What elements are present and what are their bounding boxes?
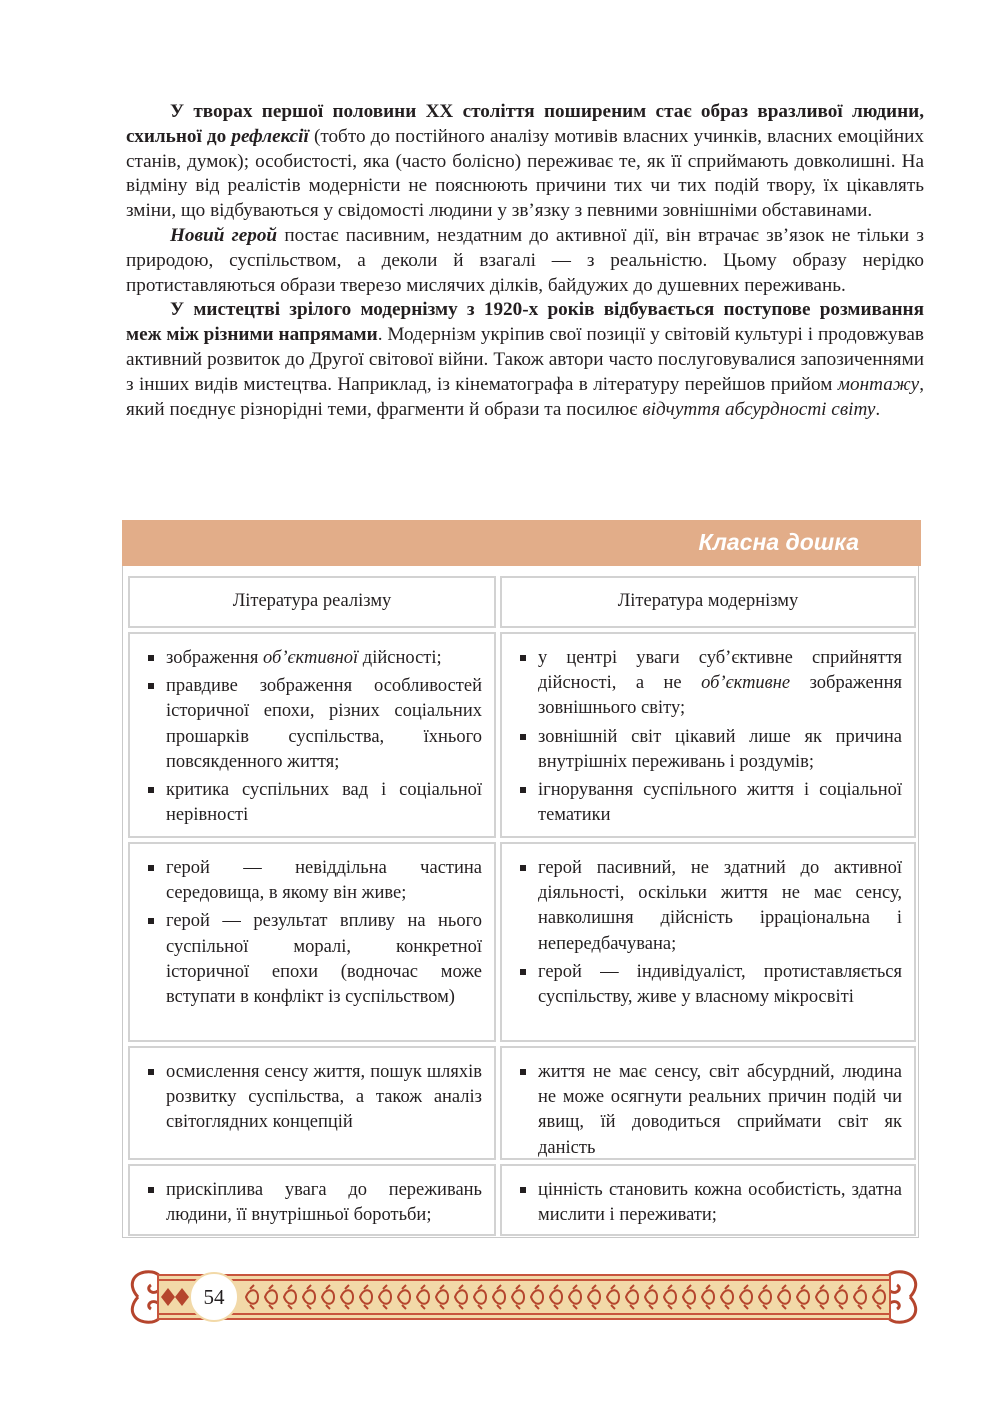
list-item: ігнорування суспільного життя і соціальної тематики (514, 778, 902, 828)
realism-cell-3 (128, 1046, 496, 1160)
page-number: 54 (203, 1285, 225, 1309)
p3-bold: У мистецтві зрілого модернізму з 1920-х років відбувається поступове розмивання меж між різними напрямами (126, 299, 924, 346)
footer-ornament (124, 1266, 924, 1328)
realism-cell-2 (128, 842, 496, 1042)
list-item: життя не має сенсу, світ абсурдний, людина не може осягнути реальних причин подій чи явищ, їй доводиться сприймати світ як даність (514, 1060, 902, 1161)
p3-end: . (875, 398, 881, 420)
main-text (126, 100, 924, 422)
paragraph-3 (126, 298, 924, 422)
list-item: у центрі уваги суб’єктивне сприйняття дійсності, а не об’єктивне зображення зовнішнього світу; (514, 646, 902, 722)
modernism-cell-1 (500, 632, 916, 838)
header-realism: Література реалізму (128, 576, 496, 628)
list-item: правдиве зображення особливостей історичної епохи, різних соціальних прошарків суспільства, їхнього повсякденного життя; (142, 674, 482, 775)
list-item: герой — результат впливу на нього суспільної моралі, конкретної історичної епохи (водночас може вступати в конфлікт із суспільством) (142, 909, 482, 1010)
p3-mid1: . Модернізм укріпив свої позиції у світовій культурі і продовжував активний розвиток до Другої світової війни. Також автори часто послуговувалися запозиченнями з інших видів мистецтва. Наприклад, із кінематографа в літературу перейшов прийом (126, 324, 924, 395)
paragraph-2 (126, 224, 924, 298)
list-item: критика суспільних вад і соціальної нерівності (142, 778, 482, 828)
p1-rest: (тобто до постійного аналізу мотивів власних учинків, власних емоційних станів, думок); особистості, яка (часто болісно) переживає те, як її сприймають довколишні. На відміну від реалістів модерністи не пояснюють причини тих чи тих подій твору, їх цікавлять зміни, що відбуваються у свідомості людини у зв’язку з певними зовнішніми обставинами. (126, 125, 924, 222)
ornament-band (124, 1266, 924, 1328)
list-item: зображення об’єктивної дійсності; (142, 646, 482, 671)
p3-mid2: , який поєднує різнорідні теми, фрагменти й образи та посилює (126, 373, 924, 420)
p1-bold: У творах першої половини ХХ століття поширеним стає образ вразливої людини, схильної до (126, 101, 924, 147)
realism-cell-1 (128, 632, 496, 838)
list-item: герой — невіддільна частина середовища, в якому він живе; (142, 856, 482, 906)
modernism-cell-4 (500, 1164, 916, 1236)
list-item: цінність становить кожна особистість, здатна мислити і переживати; (514, 1178, 902, 1228)
list-item: осмислення сенсу життя, пошук шляхів розвитку суспільства, а також аналіз світоглядних концепцій (142, 1060, 482, 1136)
modernism-cell-3 (500, 1046, 916, 1160)
realism-cell-4 (128, 1164, 496, 1236)
p3-term-montage: монтажу (837, 373, 920, 395)
list-item: зовнішній світ цікавий лише як причина внутрішніх переживань і роздумів; (514, 725, 902, 775)
header-modernism: Література модернізму (500, 576, 916, 628)
p1-term-reflexia: рефлексії (231, 125, 309, 147)
p3-term-absurd: відчуття абсурдності світу (642, 398, 876, 420)
list-item: герой пасивний, не здатний до активної діяльності, оскільки життя не має сенсу, навколишня дійсність ірраціональна і непередбачувана; (514, 856, 902, 957)
board-header (122, 520, 921, 566)
board-title: Класна дошка (698, 529, 859, 555)
list-item: прискіплива увага до переживань людини, її внутрішньої боротьби; (142, 1178, 482, 1228)
paragraph-1 (126, 100, 924, 224)
modernism-cell-2 (500, 842, 916, 1042)
p2-term-new-hero: Новий герой (170, 224, 278, 246)
p2-rest: постає пасивним, нездатним до активної дії, він втрачає зв’язок не тільки з природою, суспільством, а деколи й взагалі — з реальністю. Цьому образу нерідко протиставляються образи тверезо мислячих ділків, байдужих до душевних переживань. (126, 224, 924, 296)
list-item: герой — індивідуаліст, протиставляється суспільству, живе у власному мікросвіті (514, 960, 902, 1010)
